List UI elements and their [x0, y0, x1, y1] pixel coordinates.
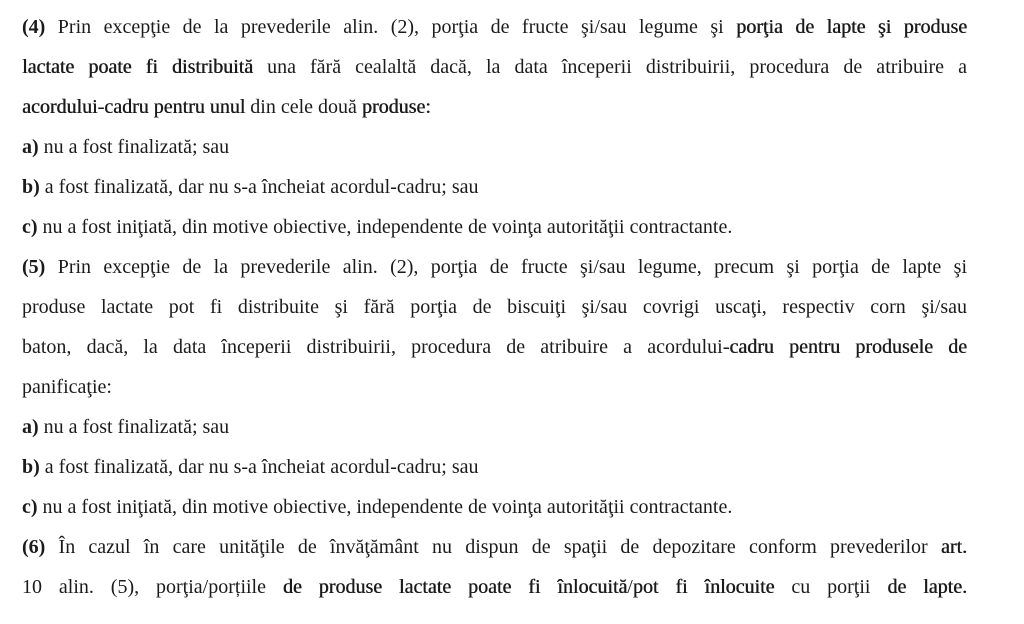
text-segment: nu a fost finalizată; sau — [38, 136, 230, 158]
text-segment: porţia de lapte şi produse — [736, 16, 967, 38]
paragraph-alin-5 — [22, 247, 967, 527]
text-segment: b) — [22, 176, 40, 198]
text-line — [22, 527, 967, 567]
text-segment: nu a fost finalizată; sau — [38, 416, 230, 438]
text-segment: de produse lactate poate fi înlocuită — [282, 576, 628, 598]
text-line — [22, 7, 967, 47]
text-segment: a fost finalizată, dar nu s-a încheiat acordul-cadru; sau — [39, 176, 479, 198]
text-segment: cu porţii — [774, 576, 888, 598]
text-line — [22, 367, 967, 407]
text-line — [22, 207, 967, 247]
text-segment: a) — [22, 416, 39, 438]
text-segment: c) — [22, 216, 38, 238]
text-segment: a fost finalizată, dar nu s-a încheiat acordul-cadru; sau — [39, 456, 479, 478]
text-line — [22, 487, 967, 527]
text-line — [22, 167, 967, 207]
text-segment: a) — [22, 136, 39, 158]
text-segment: c) — [22, 496, 38, 518]
text-segment: nu a fost iniţiată, din motive obiective, independente de voinţa autorităţii contractante. — [37, 496, 733, 518]
document-body — [22, 7, 967, 607]
text-segment: una fără cealaltă dacă, la data începerii distribuirii, procedura de atribuire a — [253, 56, 967, 78]
text-segment: din cele două — [245, 96, 362, 118]
text-segment: acordului-cadru pentru unul — [22, 96, 246, 118]
text-segment: art. — [940, 536, 967, 558]
text-line — [22, 127, 967, 167]
text-segment: produse: — [361, 96, 431, 118]
text-segment: (5) — [22, 256, 46, 278]
text-line — [22, 327, 967, 367]
text-segment: (6) — [22, 536, 46, 558]
text-segment: b) — [22, 456, 40, 478]
text-line — [22, 447, 967, 487]
text-line — [22, 247, 967, 287]
text-line — [22, 567, 967, 607]
text-segment: (4) — [22, 16, 46, 38]
text-segment: -cadru pentru produsele de — [722, 336, 967, 358]
text-segment: de lapte. — [887, 576, 967, 598]
text-line — [22, 407, 967, 447]
paragraph-alin-6 — [22, 527, 967, 607]
paragraph-alin-4 — [22, 7, 967, 247]
text-segment: panificaţie: — [22, 376, 112, 398]
text-segment: produse lactate pot fi distribuite şi fără porţia de biscuiţi şi/sau covrigi uscaţi, respectiv corn şi/sau — [22, 296, 967, 318]
text-segment: / — [627, 576, 633, 598]
text-line — [22, 287, 967, 327]
text-segment: În cazul în care unităţile de învăţământ nu dispun de spaţii de depozitare conform prevederilor — [45, 536, 941, 558]
text-segment: Prin excepţie de la prevederile alin. (2), porţia de fructe şi/sau legume şi — [45, 16, 737, 38]
text-segment: baton, dacă, la data începerii distribuirii, procedura de atribuire a acordului — [22, 336, 723, 358]
text-segment: pot fi înlocuite — [632, 576, 775, 598]
text-line — [22, 47, 967, 87]
text-line — [22, 87, 967, 127]
text-segment: nu a fost iniţiată, din motive obiective, independente de voinţa autorităţii contractante. — [37, 216, 733, 238]
text-segment: lactate poate fi distribuită — [22, 56, 253, 78]
text-segment: Prin excepţie de la prevederile alin. (2), porţia de fructe şi/sau legume, precum şi porţia de lapte şi — [45, 256, 967, 278]
text-segment: 10 alin. (5), porţia/porțiile — [22, 576, 283, 598]
